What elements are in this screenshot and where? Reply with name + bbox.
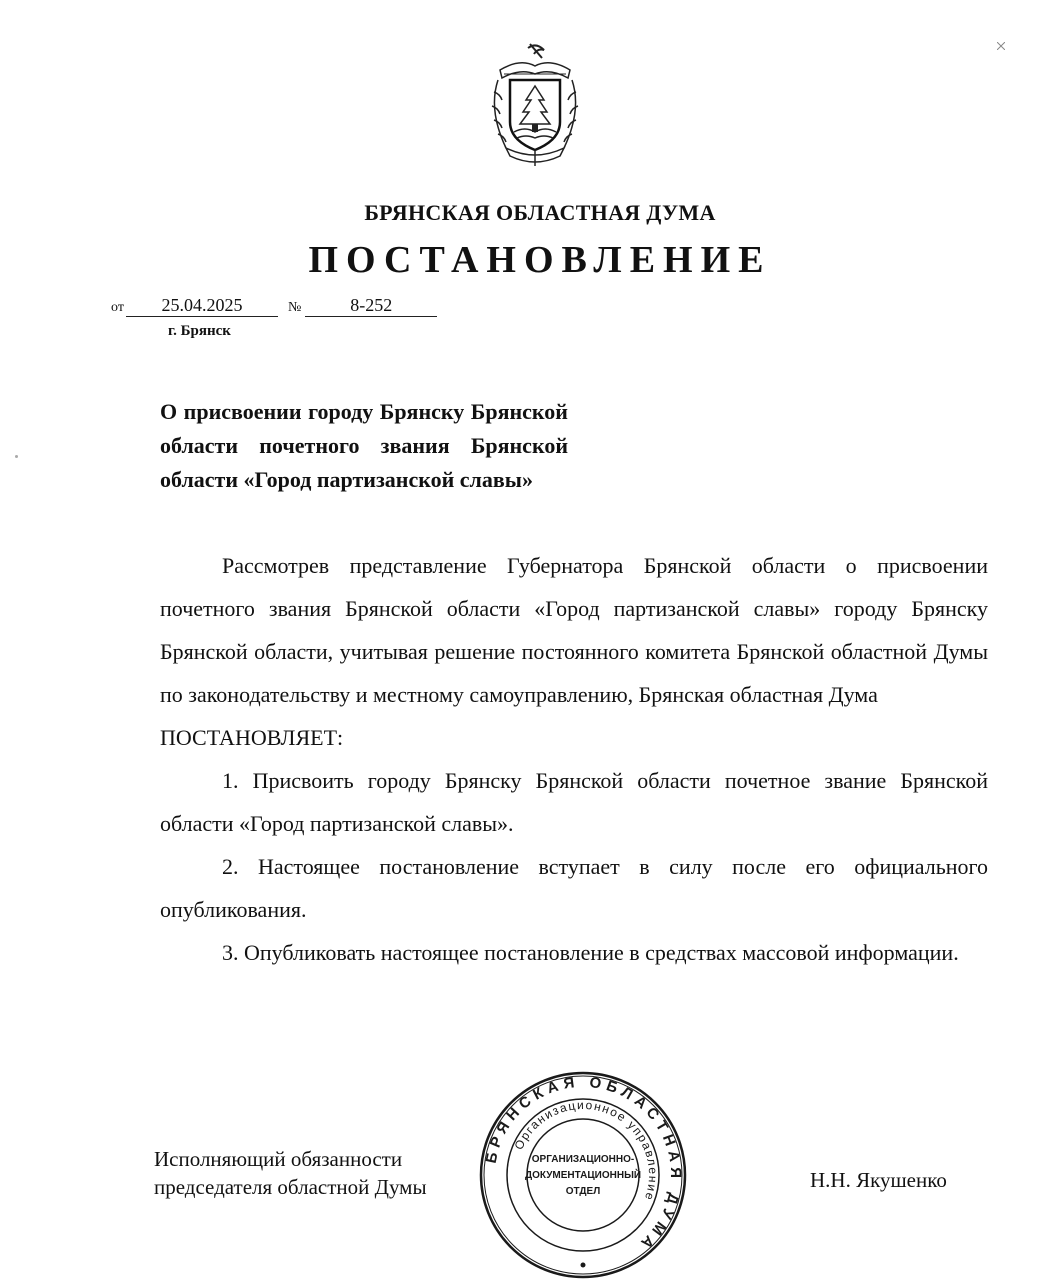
seal-ring-text: Организационное управление (511, 1097, 661, 1204)
document-city: г. Брянск (168, 323, 231, 339)
resolution-item: 2. Настоящее постановление вступает в силу после его официального опубликования. (160, 854, 988, 922)
scan-mark (997, 42, 1005, 50)
document-type-title: ПОСТАНОВЛЕНИЕ (308, 239, 772, 281)
signatory-name: Н.Н. Якушенко (810, 1168, 947, 1192)
seal-center-line: ДОКУМЕНТАЦИОННЫЙ (524, 1170, 642, 1181)
resolve-word: ПОСТАНОВЛЯЕТ: (160, 725, 344, 750)
signatory-title-line: Исполняющий обязанности (154, 1147, 403, 1171)
official-seal-stamp (478, 1070, 688, 1280)
signatory-title-line: председателя областной Думы (154, 1175, 427, 1199)
coat-of-arms-icon (470, 40, 600, 170)
resolution-item: 3. Опубликовать настоящее постановление в средствах массовой информации. (222, 940, 959, 965)
document-number: 8-252 (305, 294, 437, 317)
signatory-title (154, 1145, 427, 1201)
date-prefix: от (111, 300, 124, 315)
scan-dot (15, 455, 18, 458)
document-date: 25.04.2025 (126, 294, 278, 317)
seal-outer-text: БРЯНСКАЯ ОБЛАСТНАЯ ДУМА (482, 1073, 685, 1255)
number-label: № (287, 300, 302, 315)
document-body (160, 544, 988, 974)
seal-center-line: ОРГАНИЗАЦИОННО- (531, 1154, 635, 1165)
document-subject: О присвоении городу Брянску Брянской области почетного звания Брянской области «Город партизанской славы» (160, 399, 568, 492)
document-meta-line (111, 294, 437, 317)
resolution-item: 1. Присвоить городу Брянску Брянской области почетное звание Брянской области «Город партизанской славы». (160, 768, 988, 836)
seal-center-line: ОТДЕЛ (565, 1186, 601, 1197)
organization-name: БРЯНСКАЯ ОБЛАСТНАЯ ДУМА (364, 200, 716, 225)
preamble-paragraph: Рассмотрев представление Губернатора Брянской области о присвоении почетного звания Брянской области «Город партизанской славы» городу Брянску Брянской области, учитывая решение постоянного комитета Брянской областной Думы по законодательству и местному самоуправлению, Брянская областная Дума (160, 553, 988, 707)
